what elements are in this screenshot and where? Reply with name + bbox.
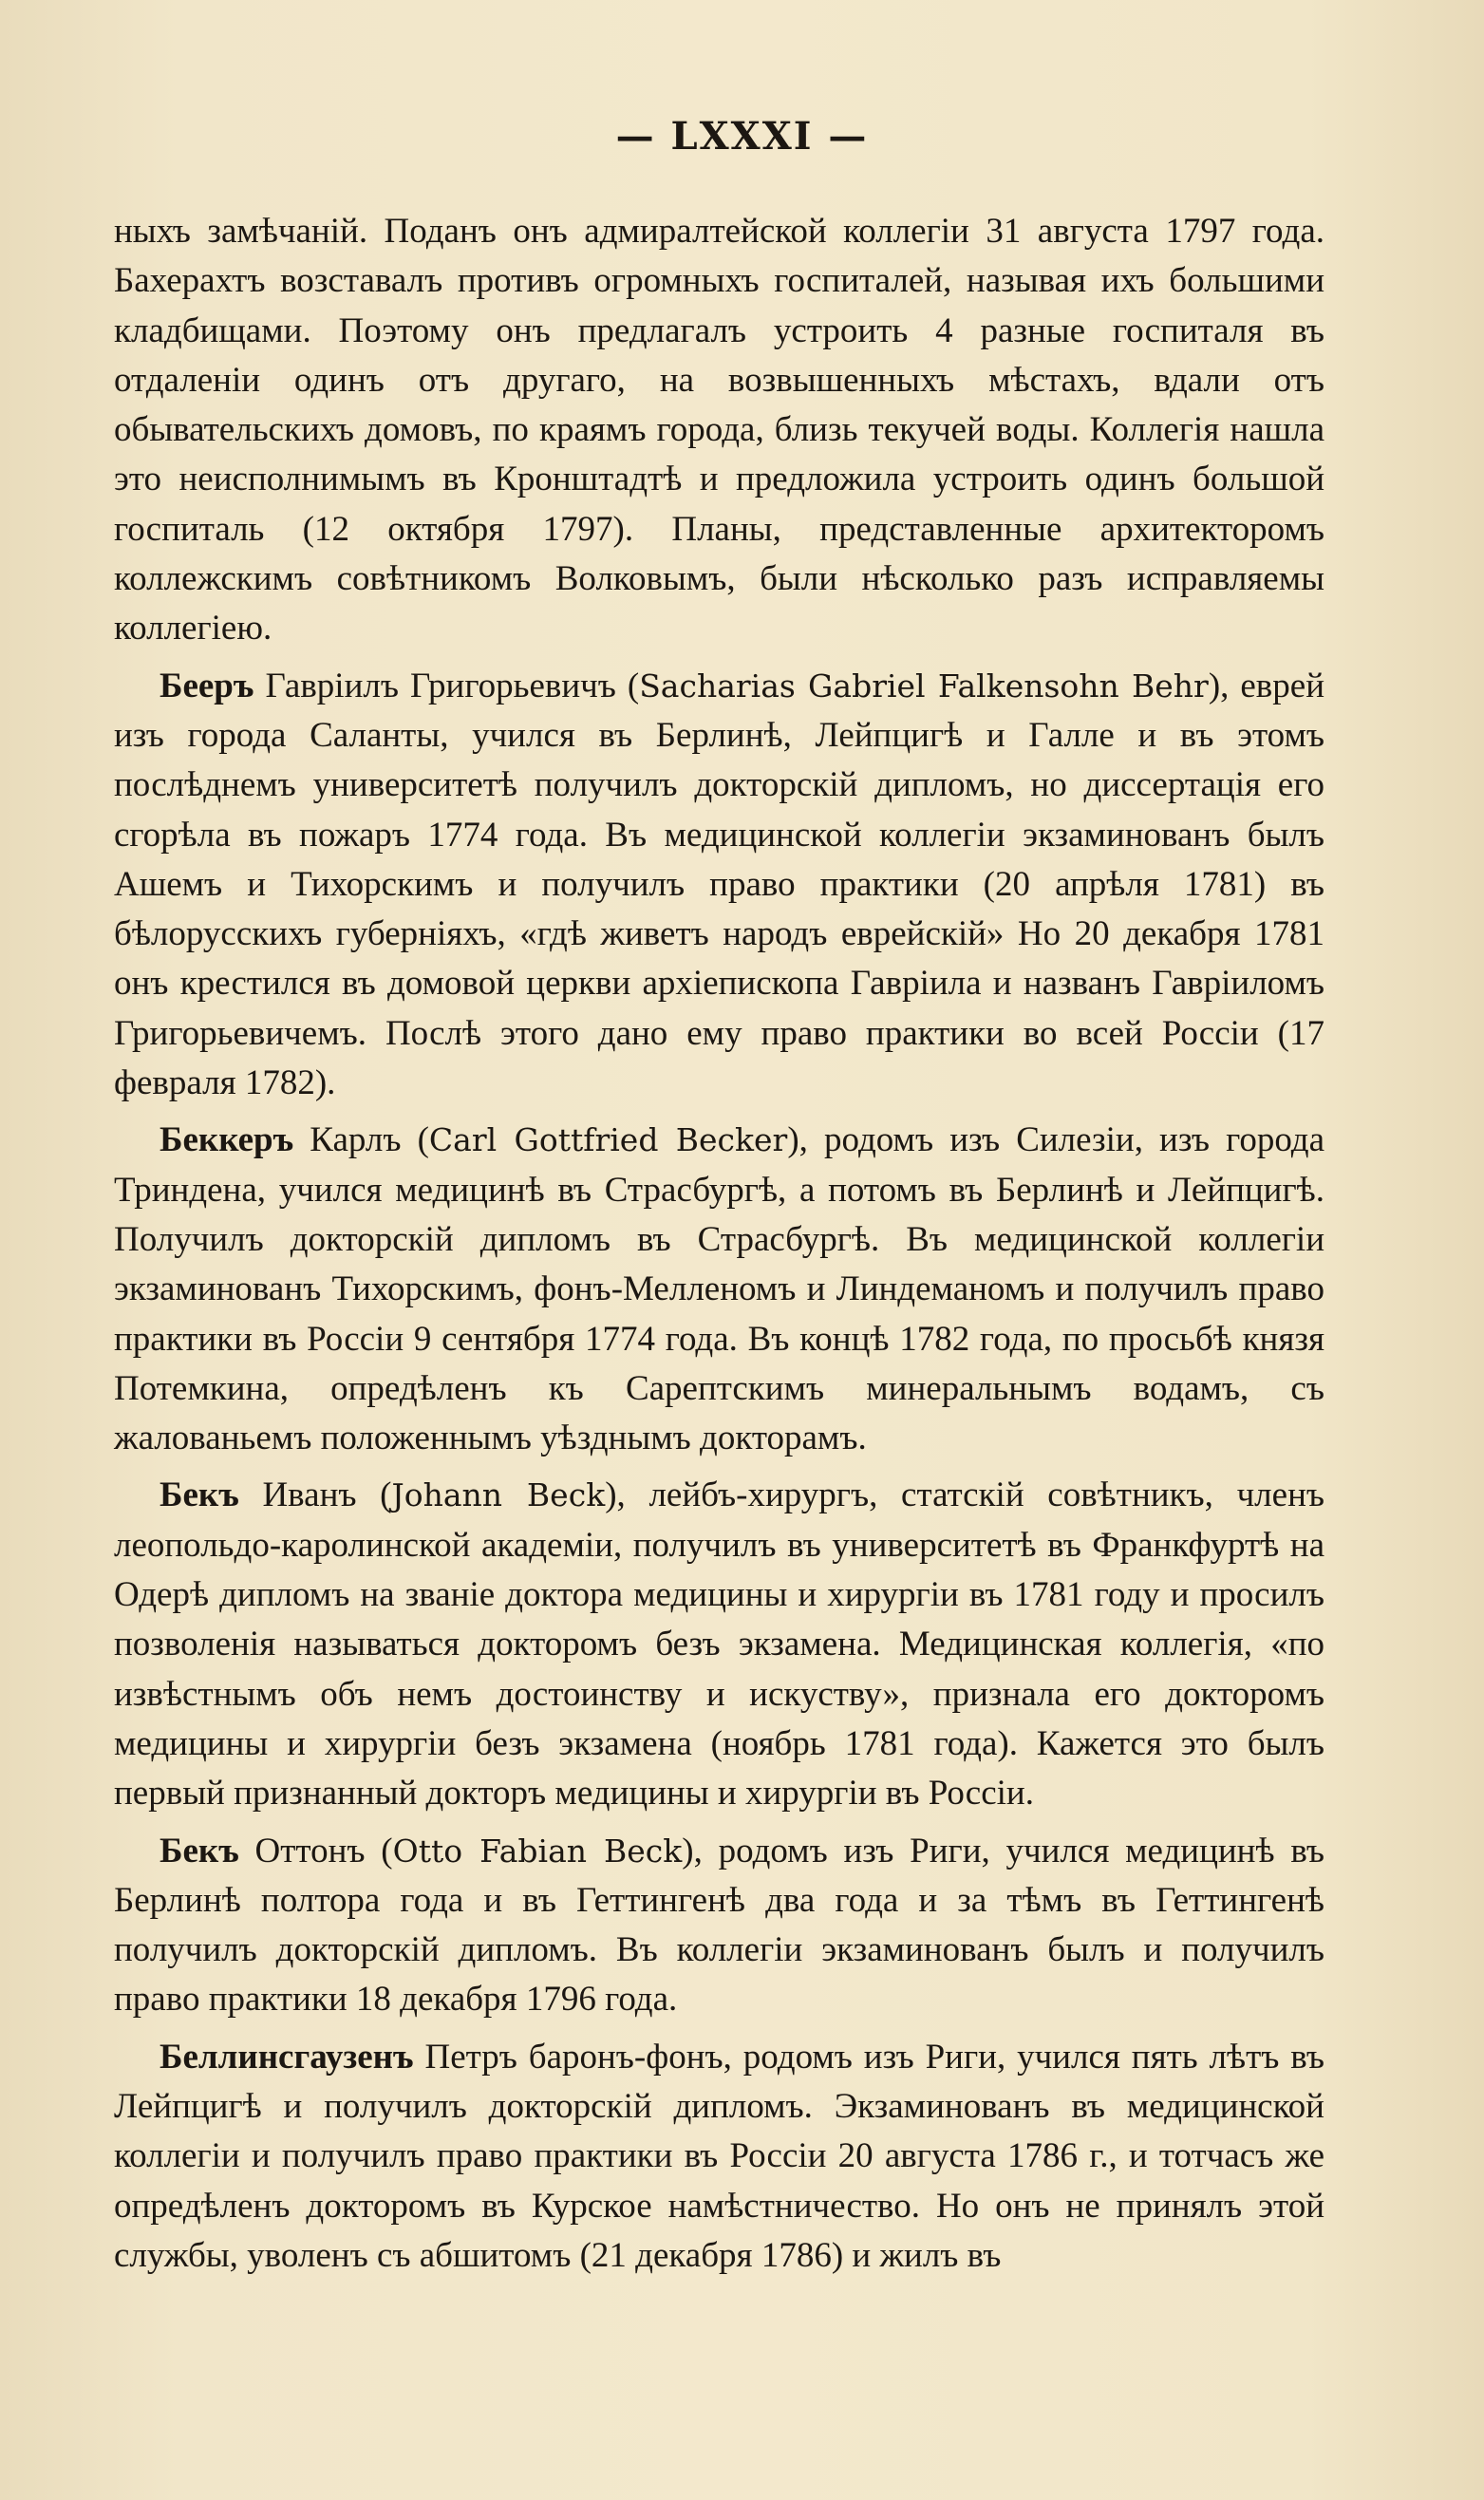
entry-text: Петръ баронъ-фонъ, родомъ изъ Риги, учился пять лѣтъ въ Лейпцигѣ и получилъ докторскій дипломъ. Экзаминованъ въ медицинской коллегіи и получилъ право практики въ Россіи 20 августа 1786 г., и тотчасъ же опредѣленъ докторомъ въ Курское намѣстничество. Но онъ не принялъ этой службы, уволенъ съ абшитомъ (21 декабря 1786) и жилъ въ bbox=[114, 2037, 1324, 2275]
entry-name: Гавріилъ Григорьевичъ ( bbox=[254, 666, 640, 705]
entry-text: ), родомъ изъ Риги, учился медицинѣ въ Берлинѣ полтора года и въ Геттингенѣ два года и за тѣмъ въ Геттингенѣ получилъ докторскій дипломъ. Въ коллегіи экзаминованъ былъ и получилъ право практики 18 декабря 1796 года. bbox=[114, 1831, 1325, 2020]
entry-text: ), лейбъ-хирургъ, статскій совѣтникъ, членъ леопольдо-каролинской академіи, получилъ въ университетѣ въ Франкфуртѣ на Одерѣ дипломъ на званіе доктора медицины и хирургіи въ 1781 году и просилъ позволенія называться докторомъ безъ экзамена. Медицинская коллегія, «по извѣстнымъ объ немъ достоинству и искуству», признала его докторомъ медицины и хирургіи безъ экзамена (ноябрь 1781 года). Кажется это былъ первый признанный докторъ медицины и хирургіи въ Россіи. bbox=[114, 1476, 1324, 1814]
entry-beck-ivan bbox=[114, 1471, 1324, 1818]
entry-text: ), еврей изъ города Саланты, учился въ Берлинѣ, Лейпцигѣ и Галле и въ этомъ послѣднемъ университетѣ получилъ докторскій дипломъ, но диссертація его сгорѣла въ пожаръ 1774 года. Въ медицинской коллегіи экзаминованъ былъ Ашемъ и Тихорскимъ и получилъ право практики (20 апрѣля 1781) въ бѣлорусскихъ губерніяхъ, «гдѣ живетъ народъ еврейскій» Но 20 декабря 1781 онъ крестился въ домовой церкви архіепископа Гавріила и названъ Гавріиломъ Григорьевичемъ. Послѣ этого дано ему право практики во всей Россіи (17 февраля 1782). bbox=[114, 666, 1324, 1103]
entry-latin-name: Otto Fabian Beck bbox=[392, 1832, 683, 1870]
entry-surname: Бекъ bbox=[160, 1476, 239, 1515]
entry-surname: Беккеръ bbox=[160, 1120, 294, 1160]
entry-beck-otto bbox=[114, 1827, 1324, 2025]
text-body bbox=[114, 207, 1324, 2288]
entry-latin-name: Carl Gottfried Becker bbox=[428, 1121, 788, 1159]
entry-bellingshausen bbox=[114, 2033, 1324, 2281]
entry-surname: Беллинсгаузенъ bbox=[160, 2037, 414, 2077]
entry-name: Карлъ ( bbox=[293, 1120, 429, 1160]
entry-surname: Беeръ bbox=[160, 666, 254, 705]
paragraph-bacheracht-end bbox=[114, 207, 1324, 654]
entry-name: Оттонъ ( bbox=[238, 1831, 393, 1870]
entry-surname: Бекъ bbox=[160, 1831, 239, 1870]
entry-name: Иванъ ( bbox=[238, 1476, 392, 1515]
entry-beer bbox=[114, 662, 1324, 1109]
entry-text: ), родомъ изъ Силезіи, изъ города Триндена, учился медицинѣ въ Страсбургѣ, а потомъ въ Берлинѣ и Лейпцигѣ. Получилъ докторскій дипломъ въ Страсбургѣ. Въ медицинской коллегіи экзаминованъ Тихорскимъ, фонъ-Мелленомъ и Линдеманомъ и получилъ право практики въ Россіи 9 сентября 1774 года. Въ концѣ 1782 года, по просьбѣ князя Потемкина, опредѣленъ къ Сарептскимъ минеральнымъ водамъ, съ жалованьемъ положеннымъ уѣзднымъ докторамъ. bbox=[114, 1120, 1325, 1458]
entry-becker bbox=[114, 1116, 1324, 1463]
entry-latin-name: Sacharias Gabriel Falkensohn Behr bbox=[639, 667, 1209, 705]
paragraph-text: ныхъ замѣчаній. Поданъ онъ адмиралтейской коллегіи 31 августа 1797 года. Бахерахтъ возставалъ противъ огромныхъ госпиталей, называя ихъ большими кладбищами. Поэтому онъ предлагалъ устроить 4 разные госпиталя въ отдаленіи одинъ отъ другаго, на возвышенныхъ мѣстахъ, вдали отъ обывательскихъ домовъ, по краямъ города, близь текучей воды. Коллегія нашла это неисполнимымъ въ Кронштадтѣ и предложила устроить одинъ большой госпиталь (12 октября 1797). Планы, представленные архитекторомъ коллежскимъ совѣтникомъ Волковымъ, были нѣсколько разъ исправляемы коллегіею. bbox=[114, 212, 1324, 648]
page-header: — LXXXI — bbox=[615, 114, 869, 159]
entry-latin-name: Johann Beck bbox=[391, 1476, 606, 1514]
